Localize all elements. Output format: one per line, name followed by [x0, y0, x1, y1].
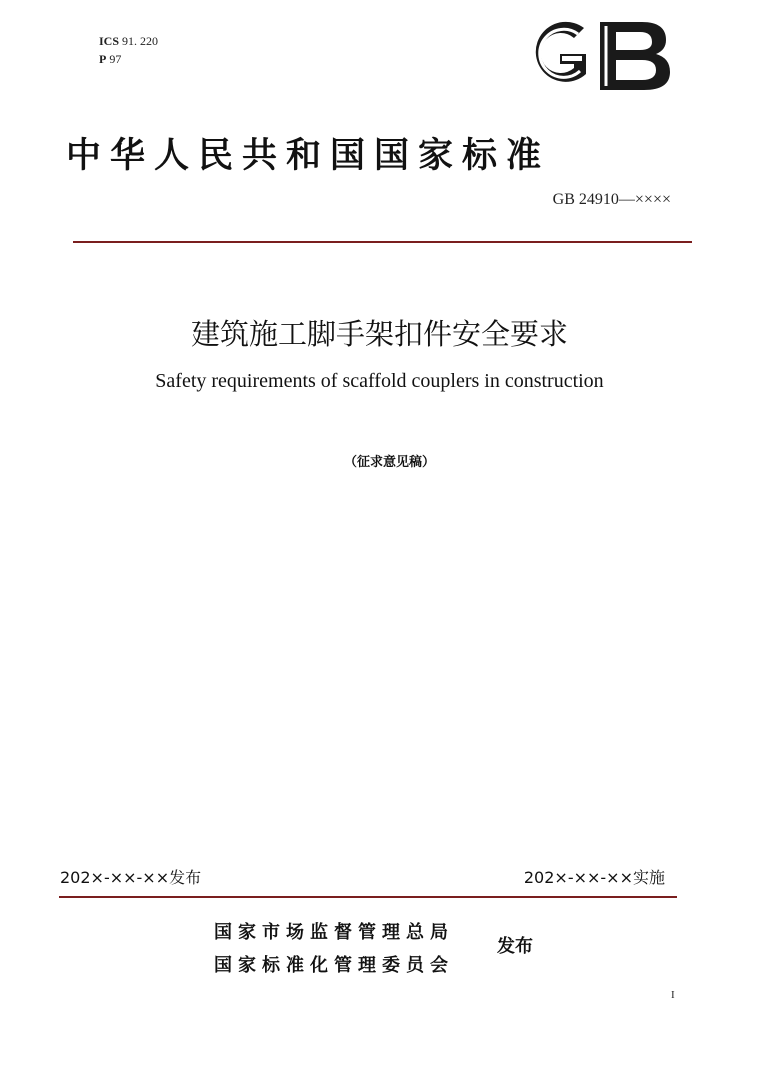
chinese-title: 建筑施工脚手架扣件安全要求 — [190, 317, 568, 351]
bottom-divider — [59, 896, 677, 898]
authority-samr: 国家市场监督管理总局 — [214, 922, 454, 943]
top-divider — [73, 241, 692, 243]
gb-logo — [524, 16, 672, 96]
issue-date: 202×-××-××发布 — [60, 868, 202, 887]
implementation-date: 202×-××-××实施 — [523, 868, 665, 887]
authority-sac: 国家标准化管理委员会 — [214, 955, 454, 976]
draft-note: （征求意见稿） — [343, 455, 435, 470]
page-number: I — [671, 989, 675, 1001]
national-standard-title: 中华人民共和国国家标准 — [66, 136, 551, 176]
english-title: Safety requirements of scaffold couplers in construction — [155, 370, 604, 392]
ics-line: ICS 91. 220 — [99, 34, 159, 48]
ics-block — [99, 32, 158, 68]
publish-label: 发布 — [497, 936, 533, 957]
ccs-line: P 97 — [99, 52, 122, 66]
standard-number: GB 24910—×××× — [552, 191, 671, 208]
